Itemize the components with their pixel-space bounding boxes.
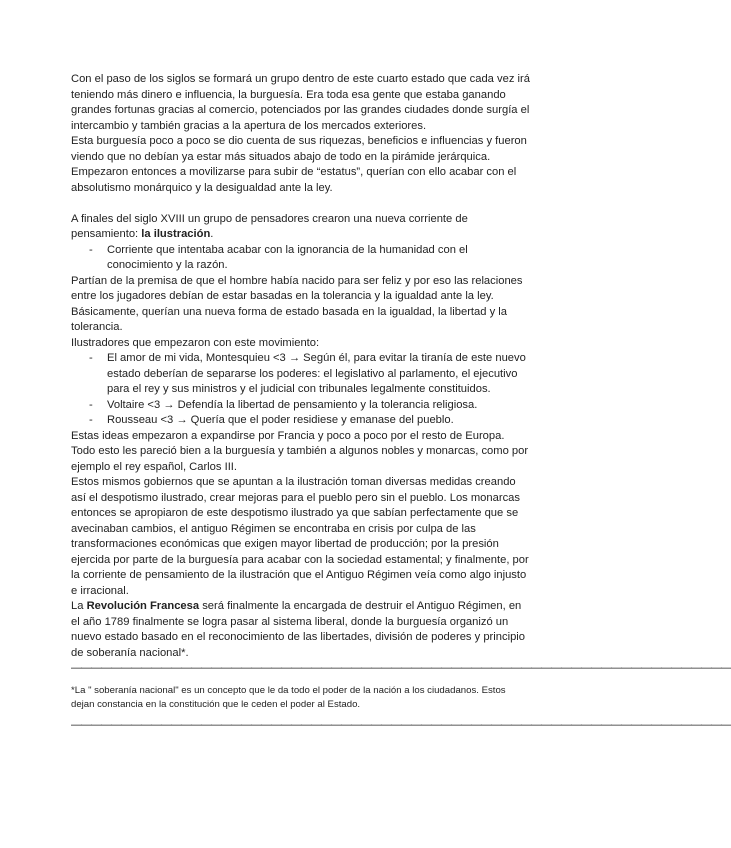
document-body bbox=[71, 72, 530, 661]
paragraph-wealth: Esta burguesía poco a poco se dio cuenta de sus riquezas, beneficios e influencias y fueron viendo que no debían ya estar más situados abajo de todo en la pirámide jerárquica. bbox=[71, 135, 527, 163]
paragraph-bourgeoisie: Con el paso de los siglos se formará un grupo dentro de este cuarto estado que cada vez irá teniendo más dinero e influencia, la burguesía. Era toda esa gente que estaba ganando grandes fortunas gracias al comercio, potenciados por las grandes ciudades donde surgía el intercambio y también gracias a la apertura de los mercados exteriores. bbox=[71, 73, 530, 132]
paragraph-enlightenment-intro bbox=[71, 212, 530, 243]
illustrators-list bbox=[71, 351, 530, 429]
intro-text: A finales del siglo XVIII un grupo de pensadores crearon una nueva corriente de pensamiento: bbox=[71, 212, 468, 240]
enlightenment-bullet-list bbox=[71, 243, 530, 274]
bullet-item: - Corriente que intentaba acabar con la ignorancia de la humanidad con el conocimiento y la razón. bbox=[71, 243, 530, 274]
illustrator-montesquieu: - El amor de mi vida, Montesquieu <3 → Según él, para evitar la tiranía de este nuevo estado deberían de separarse los poderes: el legislativo al parlamento, el ejecutivo para el rey y sus ministros y el judicial con tribunales legalmente constituidos. bbox=[71, 351, 530, 398]
intro-bold-term: la ilustración bbox=[141, 228, 211, 240]
horizontal-rule-bottom: —————————————————————————————————————————————————————————————————— bbox=[71, 719, 731, 731]
illustrator-rousseau: - Rousseau <3 → Quería que el poder residiese y emanase del pueblo. bbox=[71, 413, 530, 429]
revolution-end: será finalmente la encargada de destruir el Antiguo Régimen, en el año 1789 finalmente se logra pasar al sistema liberal, donde la burguesía organizó un nuevo estado basado en el reconocimiento de las libertades, división de poderes y principio de soberanía nacional*. bbox=[71, 600, 526, 659]
revolution-bold-term: Revolución Francesa bbox=[86, 600, 200, 612]
footnote: *La " soberanía nacional" es un concepto que le da todo el poder de la nación a los ciudadanos. Estos dejan constancia en la constitución que le ceden el poder al Estado. bbox=[71, 685, 506, 710]
paragraph-illustrators: Ilustradores que empezaron con este movimiento: bbox=[71, 336, 320, 349]
intro-period: . bbox=[210, 228, 214, 240]
paragraph-spread: Estas ideas empezaron a expandirse por Francia y poco a poco por el resto de Europa. Todo esto les pareció bien a la burguesía y también a algunos nobles y monarcas, como por ejemplo el rey español, Carlos III. bbox=[71, 429, 529, 473]
paragraph-premise: Partían de la premisa de que el hombre había nacido para ser feliz y por eso las relaciones entre los jugadores debían de estar basadas en la tolerancia y la igualdad ante la ley. bbox=[71, 274, 523, 302]
paragraph-basic: Básicamente, querían una nueva forma de estado basada en la igualdad, la libertad y la tolerancia. bbox=[71, 305, 507, 333]
paragraph-revolution bbox=[71, 599, 530, 661]
horizontal-rule-top: —————————————————————————————————————————————————————————————————— bbox=[71, 662, 731, 674]
paragraph-status: Empezaron entonces a movilizarse para subir de “estatus”, querían con ello acabar con el absolutismo monárquico y la desigualdad ante la ley. bbox=[71, 166, 517, 194]
paragraph-despotism: Estos mismos gobiernos que se apuntan a la ilustración toman diversas medidas creando así el despotismo ilustrado, crear mejoras para el pueblo pero sin el pueblo. Los monarcas entonces se apropiaron de este despotismo ilustrado ya que sabían perfectamente que se avecinaban cambios, el antiguo Régimen se encontraba en crisis por culpa de las transformaciones económicas que exigen mayor libertad de producción; por la presión ejercida por parte de la burguesía para acabar con la sociedad estamental; y finalmente, por la corriente de pensamiento de la ilustración que el Antiguo Régimen veía como algo injusto e irracional. bbox=[71, 476, 529, 597]
illustrator-voltaire: - Voltaire <3 → Defendía la libertad de pensamiento y la tolerancia religiosa. bbox=[71, 398, 530, 414]
paragraph-gap bbox=[71, 196, 530, 212]
revolution-start: La bbox=[71, 600, 87, 612]
